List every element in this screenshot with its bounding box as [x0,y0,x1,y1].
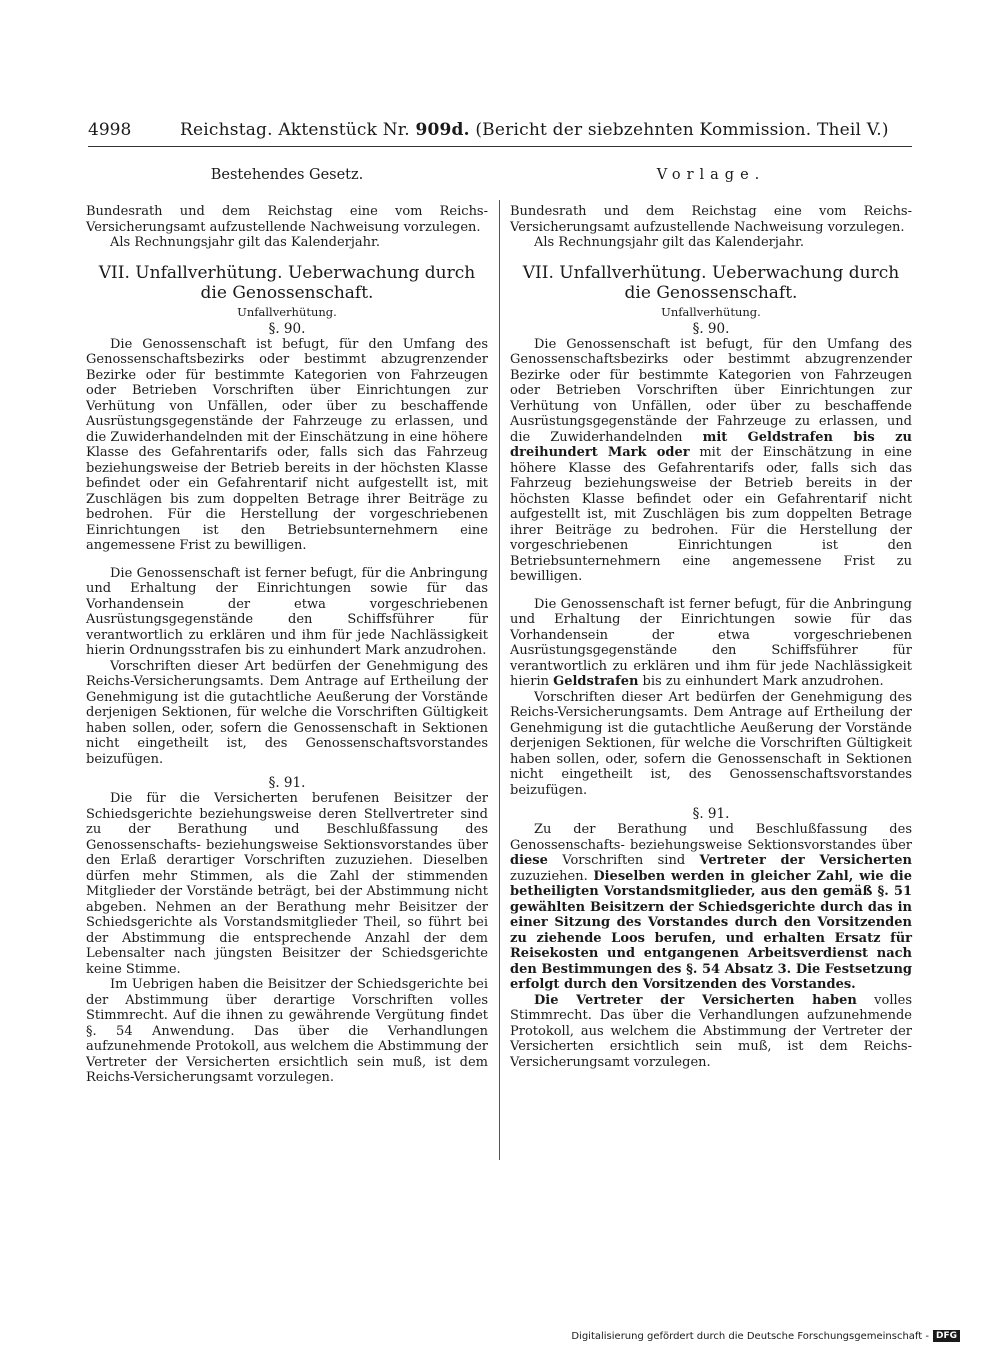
column-divider [499,200,500,1160]
text-run: volles Stimmrecht. Das über die Verhandlungen aufzunehmende Protokoll, aus welchem die Abstimmung der Vertreter der Versicherten ersichtlich sein muß, ist dem Reichs-Versicherungsamt vorzulegen. [510,992,912,1070]
amended-text: diese [510,853,548,868]
text-run: mit der Einschätzung in eine höhere Klasse des Gefahrentarifs oder, falls sich das Fahrzeug beziehungsweise der Betrieb bereits in der höchsten Klasse befindet oder ein Gefahrentarif nicht aufgestellt ist, mit Zuschlägen bis zum doppelten Betrage ihrer Beiträge zu bedrohen. Für die Herstellung der vorgeschriebenen Einrichtungen ist den Betriebsunternehmern eine angemessene Frist zu bewilligen. [510,445,912,584]
paragraph-90-text-c: Vorschriften dieser Art bedürfen der Genehmigung des Reichs-Versicherungsamts. Dem Antrage auf Ertheilung der Genehmigung ist die gutachtliche Aeußerung der Vorstände derjenigen Sektionen, für welche die Vorschriften Gültigkeit haben sollen, oder, sofern die Genossenschaft in Sektionen nicht eingetheilt ist, des Genossenschaftsvorstandes beizufügen. [86,658,488,767]
dfg-logo: DFG [933,1330,960,1342]
page-header [88,116,908,144]
amended-text: Geldstrafen [553,674,639,689]
paragraph-91-heading: §. 91. [268,775,306,791]
existing-law-column [86,168,488,1086]
proposal-heading: Vorlage. [656,167,766,183]
paragraph-90-text-a [510,337,912,585]
document-number: 909d. [415,120,470,140]
text-run: Die Genossenschaft ist ferner befugt, für die Anbringung und Erhaltung der Einrichtungen sowie für das Vorhandensein der etwa vorgeschriebenen Ausrüstungsgegenstände den Schiffsführer für verantwortlich zu erklären und ihm für jede Nachlässigkeit hierin [510,596,912,689]
paragraph-91-heading: §. 91. [692,806,730,822]
text-run: zuzuziehen. [510,868,594,884]
intro-text: Bundesrath und dem Reichstag eine vom Reichs-Versicherungsamt aufzustellende Nachweisung vorzulegen. [86,204,488,235]
paragraph-90-heading: §. 90. [268,320,306,337]
paragraph-91-text-b: Im Uebrigen haben die Beisitzer der Schiedsgerichte bei der Abstimmung über derartige Vorschriften volles Stimmrecht. Auf die ihnen zu gewährende Vergütung findet §. 54 Anwendung. Das über die Verhandlungen aufzunehmende Protokoll, aus welchem die Abstimmung der Vertreter der Versicherten ersichtlich sein muß, ist dem Reichs-Versicherungsamt vorzulegen. [86,977,488,1085]
header-rule [88,146,912,147]
existing-law-heading: Bestehendes Gesetz. [210,167,364,183]
paragraph-90-text-b [510,597,912,690]
intro-text-2: Als Rechnungsjahr gilt das Kalenderjahr. [534,235,804,250]
amended-text: Dieselben werden in gleicher Zahl, wie die betheiligten Vorstandsmitglieder, aus den gemäß §. 51 gewählten Beisitzern der Schiedsgerichte durch das in einer Sitzung des Vorstandes durch den Vorsitzenden zu ziehende Loos berufen, und erhalten Ersatz für Reisekosten und entgangenen Arbeitsverdienst nach den Bestimmungen des §. 54 Absatz 3. Die Festsetzung erfolgt durch den Vorsitzenden des Vorstandes. [510,868,912,992]
amended-text: Die Vertreter der Versicherten haben [534,992,857,1008]
paragraph-91-text-a [510,822,912,993]
paragraph-90-text-b: Die Genossenschaft ist ferner befugt, für die Anbringung und Erhaltung der Einrichtungen sowie für das Vorhandensein der etwa vorgeschriebenen Ausrüstungsgegenstände den Schiffsführer für verantwortlich zu erklären und ihm für jede Nachlässigkeit hierin Ordnungsstrafen bis zu einhundert Mark anzudrohen. [86,565,488,658]
paragraph-90-text-c: Vorschriften dieser Art bedürfen der Genehmigung des Reichs-Versicherungsamts. Dem Antrage auf Ertheilung der Genehmigung ist die gutachtliche Aeußerung der Vorstände derjenigen Sektionen, für welche die Vorschriften Gültigkeit haben sollen, oder, sofern die Genossenschaft in Sektionen nicht eingetheilt ist, des Genossenschaftsvorstandes beizufügen. [510,689,912,798]
section-title: VII. Unfallverhütung. Ueberwachung durch die Genossenschaft. [98,262,476,303]
title-prefix: Reichstag. Aktenstück Nr. [180,120,416,140]
paragraph-90-text-a: Die Genossenschaft ist befugt, für den Umfang des Genossenschaftsbezirks oder bestimmt abzugrenzender Bezirke oder für bestimmte Kategorien von Fahrzeugen oder Betrieben Vorschriften über Einrichtungen zur Verhütung von Unfällen, oder über zu beschaffende Ausrüstungsgegenstände der Fahrzeuge zu erlassen, und die Zuwiderhandelnden mit der Einschätzung in eine höhere Klasse des Gefahrentarifs oder, falls sich das Fahrzeug beziehungsweise der Betrieb bereits in der höchsten Klasse befindet oder ein Gefahrentarif nicht aufgestellt ist, mit Zuschlägen bis zum doppelten Betrage ihrer Beiträge zu bedrohen. Für die Herstellung der vorgeschriebenen Einrichtungen ist den Betriebsunternehmern eine angemessene Frist zu bewilligen. [86,336,488,553]
text-run: bis zu einhundert Mark anzudrohen. [638,674,884,689]
page-number: 4998 [88,120,132,140]
paragraph-90-heading: §. 90. [692,320,730,337]
sub-title: Unfallverhütung. [661,304,761,319]
text-run: Vorschriften sind [547,853,700,868]
proposal-column [510,168,912,1070]
running-title [180,116,889,144]
credit-text: Digitalisierung gefördert durch die Deutsche Forschungsgemeinschaft - [571,1331,929,1342]
digitization-credit [571,1330,960,1344]
amended-text: Vertreter der Versicherten [699,853,912,868]
text-run: Zu der Berathung und Beschlußfassung des Genossenschafts- beziehungsweise Sektionsvorstandes über [510,822,912,853]
title-suffix: (Bericht der siebzehnten Kommission. Theil V.) [469,120,889,140]
section-title: VII. Unfallverhütung. Ueberwachung durch die Genossenschaft. [522,262,900,303]
intro-text: Bundesrath und dem Reichstag eine vom Reichs-Versicherungsamt aufzustellende Nachweisung vorzulegen. [510,204,912,235]
amended-text: mit Geldstrafen bis zu dreihundert Mark oder [510,429,912,460]
paragraph-91-text-b [510,993,912,1071]
sub-title: Unfallverhütung. [237,304,337,319]
text-run: Die Genossenschaft ist befugt, für den Umfang des Genossenschaftsbezirks oder bestimmt abzugrenzender Bezirke oder für bestimmte Kategorien von Fahrzeugen oder Betrieben Vorschriften über Einrichtungen zur Verhütung von Unfällen, oder über zu beschaffende Ausrüstungsgegenstände der Fahrzeuge zu erlassen, und die Zuwiderhandelnden [510,336,912,445]
intro-text-2: Als Rechnungsjahr gilt das Kalenderjahr. [110,235,380,250]
paragraph-91-text-a: Die für die Versicherten berufenen Beisitzer der Schiedsgerichte beziehungsweise deren Stellvertreter sind zu der Berathung und Beschlußfassung des Genossenschafts- beziehungsweise Sektionsvorstandes über den Erlaß derartiger Vorschriften zuzuziehen. Dieselben dürfen mehr Stimmen, als die Zahl der stimmenden Mitglieder der Vorstände beträgt, bei der Abstimmung nicht abgeben. Nehmen an der Berathung mehr Beisitzer der Schiedsgerichte als Vorstandsmitglieder Theil, so führt bei der Abstimmung die entsprechende Anzahl der dem Lebensalter nach jüngsten Beisitzer der Schiedsgerichte keine Stimme. [86,791,488,977]
